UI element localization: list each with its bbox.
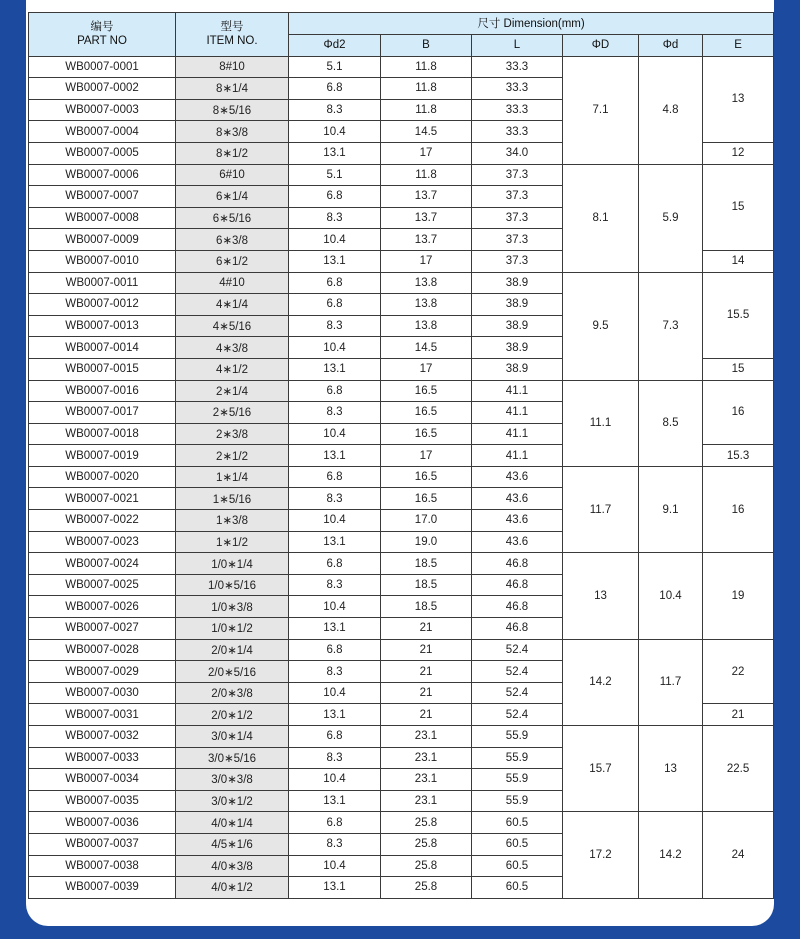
part-no-cell: WB0007-0016 xyxy=(29,380,176,402)
part-no-cell: WB0007-0017 xyxy=(29,402,176,424)
l-cell: 60.5 xyxy=(472,877,563,899)
l-cell: 38.9 xyxy=(472,337,563,359)
l-cell: 52.4 xyxy=(472,639,563,661)
header-col-b: B xyxy=(381,34,472,56)
item-no-cell: 4/0∗1/4 xyxy=(176,812,289,834)
b-cell: 16.5 xyxy=(381,466,472,488)
l-cell: 55.9 xyxy=(472,769,563,791)
d2-cell: 8.3 xyxy=(289,747,381,769)
part-no-cell: WB0007-0022 xyxy=(29,510,176,532)
part-no-cell: WB0007-0011 xyxy=(29,272,176,294)
d2-cell: 10.4 xyxy=(289,423,381,445)
table-row xyxy=(29,56,774,78)
part-no-cell: WB0007-0027 xyxy=(29,618,176,640)
e-cell: 22 xyxy=(703,639,774,704)
d2-cell: 13.1 xyxy=(289,531,381,553)
d2-cell: 10.4 xyxy=(289,229,381,251)
part-no-cell: WB0007-0032 xyxy=(29,726,176,748)
d2-cell: 10.4 xyxy=(289,510,381,532)
l-cell: 38.9 xyxy=(472,315,563,337)
l-cell: 43.6 xyxy=(472,510,563,532)
b-cell: 25.8 xyxy=(381,877,472,899)
b-cell: 11.8 xyxy=(381,78,472,100)
inner-diameter-cell: 14.2 xyxy=(639,812,703,898)
inner-diameter-cell: 9.1 xyxy=(639,466,703,552)
item-no-cell: 4∗5/16 xyxy=(176,315,289,337)
e-cell: 24 xyxy=(703,812,774,898)
l-cell: 52.4 xyxy=(472,661,563,683)
part-no-cell: WB0007-0020 xyxy=(29,466,176,488)
d2-cell: 13.1 xyxy=(289,790,381,812)
d2-cell: 8.3 xyxy=(289,488,381,510)
outer-diameter-cell: 17.2 xyxy=(563,812,639,898)
part-no-cell: WB0007-0005 xyxy=(29,142,176,164)
part-no-cell: WB0007-0038 xyxy=(29,855,176,877)
part-no-cell: WB0007-0007 xyxy=(29,186,176,208)
header-part-no-cn: 编号 xyxy=(90,21,114,34)
d2-cell: 8.3 xyxy=(289,315,381,337)
item-no-cell: 3/0∗1/2 xyxy=(176,790,289,812)
outer-diameter-cell: 15.7 xyxy=(563,726,639,812)
dimension-table xyxy=(28,12,774,899)
d2-cell: 13.1 xyxy=(289,618,381,640)
item-no-cell: 3/0∗5/16 xyxy=(176,747,289,769)
l-cell: 60.5 xyxy=(472,855,563,877)
d2-cell: 6.8 xyxy=(289,812,381,834)
item-no-cell: 1∗5/16 xyxy=(176,488,289,510)
item-no-cell: 2/0∗3/8 xyxy=(176,682,289,704)
b-cell: 21 xyxy=(381,661,472,683)
header-col-l: L xyxy=(472,34,563,56)
item-no-cell: 6#10 xyxy=(176,164,289,186)
outer-diameter-cell: 7.1 xyxy=(563,56,639,164)
l-cell: 33.3 xyxy=(472,56,563,78)
part-no-cell: WB0007-0029 xyxy=(29,661,176,683)
outer-diameter-cell: 11.1 xyxy=(563,380,639,466)
item-no-cell: 4#10 xyxy=(176,272,289,294)
part-no-cell: WB0007-0031 xyxy=(29,704,176,726)
b-cell: 23.1 xyxy=(381,747,472,769)
b-cell: 11.8 xyxy=(381,99,472,121)
b-cell: 13.7 xyxy=(381,186,472,208)
b-cell: 17 xyxy=(381,445,472,467)
part-no-cell: WB0007-0037 xyxy=(29,833,176,855)
d2-cell: 6.8 xyxy=(289,78,381,100)
d2-cell: 6.8 xyxy=(289,639,381,661)
item-no-cell: 2/0∗1/2 xyxy=(176,704,289,726)
l-cell: 33.3 xyxy=(472,99,563,121)
item-no-cell: 6∗1/2 xyxy=(176,250,289,272)
b-cell: 17.0 xyxy=(381,510,472,532)
d2-cell: 13.1 xyxy=(289,445,381,467)
header-part-no-en: PART NO xyxy=(77,35,127,48)
part-no-cell: WB0007-0026 xyxy=(29,596,176,618)
inner-diameter-cell: 11.7 xyxy=(639,639,703,725)
b-cell: 11.8 xyxy=(381,164,472,186)
b-cell: 25.8 xyxy=(381,812,472,834)
part-no-cell: WB0007-0021 xyxy=(29,488,176,510)
e-cell: 15 xyxy=(703,164,774,250)
item-no-cell: 6∗3/8 xyxy=(176,229,289,251)
l-cell: 37.3 xyxy=(472,186,563,208)
part-no-cell: WB0007-0012 xyxy=(29,294,176,316)
table-row xyxy=(29,812,774,834)
l-cell: 41.1 xyxy=(472,445,563,467)
header-item-no-en: ITEM NO. xyxy=(206,35,258,48)
b-cell: 14.5 xyxy=(381,337,472,359)
b-cell: 17 xyxy=(381,358,472,380)
part-no-cell: WB0007-0006 xyxy=(29,164,176,186)
l-cell: 41.1 xyxy=(472,380,563,402)
d2-cell: 10.4 xyxy=(289,596,381,618)
b-cell: 21 xyxy=(381,682,472,704)
inner-diameter-cell: 7.3 xyxy=(639,272,703,380)
inner-diameter-cell: 8.5 xyxy=(639,380,703,466)
item-no-cell: 6∗1/4 xyxy=(176,186,289,208)
b-cell: 14.5 xyxy=(381,121,472,143)
part-no-cell: WB0007-0014 xyxy=(29,337,176,359)
d2-cell: 6.8 xyxy=(289,380,381,402)
e-cell: 16 xyxy=(703,466,774,552)
l-cell: 38.9 xyxy=(472,294,563,316)
inner-diameter-cell: 13 xyxy=(639,726,703,812)
table-row xyxy=(29,272,774,294)
l-cell: 46.8 xyxy=(472,596,563,618)
item-no-cell: 8#10 xyxy=(176,56,289,78)
outer-diameter-cell: 14.2 xyxy=(563,639,639,725)
header-part-no xyxy=(29,13,176,57)
outer-diameter-cell: 8.1 xyxy=(563,164,639,272)
l-cell: 37.3 xyxy=(472,207,563,229)
l-cell: 60.5 xyxy=(472,833,563,855)
inner-diameter-cell: 10.4 xyxy=(639,553,703,639)
item-no-cell: 1∗1/2 xyxy=(176,531,289,553)
e-cell: 15 xyxy=(703,358,774,380)
d2-cell: 6.8 xyxy=(289,186,381,208)
part-no-cell: WB0007-0028 xyxy=(29,639,176,661)
l-cell: 46.8 xyxy=(472,553,563,575)
table-body xyxy=(29,56,774,898)
l-cell: 43.6 xyxy=(472,488,563,510)
item-no-cell: 4/0∗1/2 xyxy=(176,877,289,899)
item-no-cell: 1∗3/8 xyxy=(176,510,289,532)
part-no-cell: WB0007-0001 xyxy=(29,56,176,78)
d2-cell: 8.3 xyxy=(289,99,381,121)
item-no-cell: 3/0∗3/8 xyxy=(176,769,289,791)
d2-cell: 6.8 xyxy=(289,726,381,748)
table-row xyxy=(29,466,774,488)
b-cell: 13.7 xyxy=(381,207,472,229)
part-no-cell: WB0007-0019 xyxy=(29,445,176,467)
b-cell: 16.5 xyxy=(381,380,472,402)
e-cell: 14 xyxy=(703,250,774,272)
inner-diameter-cell: 4.8 xyxy=(639,56,703,164)
b-cell: 25.8 xyxy=(381,855,472,877)
part-no-cell: WB0007-0002 xyxy=(29,78,176,100)
part-no-cell: WB0007-0008 xyxy=(29,207,176,229)
b-cell: 13.8 xyxy=(381,272,472,294)
l-cell: 43.6 xyxy=(472,466,563,488)
header-col-e: E xyxy=(703,34,774,56)
l-cell: 37.3 xyxy=(472,250,563,272)
part-no-cell: WB0007-0034 xyxy=(29,769,176,791)
d2-cell: 10.4 xyxy=(289,855,381,877)
d2-cell: 5.1 xyxy=(289,56,381,78)
item-no-cell: 2/0∗1/4 xyxy=(176,639,289,661)
l-cell: 33.3 xyxy=(472,121,563,143)
b-cell: 17 xyxy=(381,250,472,272)
item-no-cell: 8∗5/16 xyxy=(176,99,289,121)
l-cell: 55.9 xyxy=(472,747,563,769)
item-no-cell: 8∗1/2 xyxy=(176,142,289,164)
l-cell: 46.8 xyxy=(472,618,563,640)
table-row xyxy=(29,553,774,575)
d2-cell: 10.4 xyxy=(289,121,381,143)
item-no-cell: 8∗1/4 xyxy=(176,78,289,100)
part-no-cell: WB0007-0030 xyxy=(29,682,176,704)
e-cell: 15.5 xyxy=(703,272,774,358)
d2-cell: 6.8 xyxy=(289,553,381,575)
item-no-cell: 8∗3/8 xyxy=(176,121,289,143)
inner-diameter-cell: 5.9 xyxy=(639,164,703,272)
b-cell: 23.1 xyxy=(381,790,472,812)
b-cell: 13.7 xyxy=(381,229,472,251)
l-cell: 41.1 xyxy=(472,423,563,445)
b-cell: 11.8 xyxy=(381,56,472,78)
b-cell: 16.5 xyxy=(381,488,472,510)
d2-cell: 6.8 xyxy=(289,294,381,316)
d2-cell: 8.3 xyxy=(289,661,381,683)
item-no-cell: 1/0∗5/16 xyxy=(176,574,289,596)
part-no-cell: WB0007-0013 xyxy=(29,315,176,337)
d2-cell: 10.4 xyxy=(289,682,381,704)
d2-cell: 10.4 xyxy=(289,769,381,791)
l-cell: 38.9 xyxy=(472,272,563,294)
e-cell: 13 xyxy=(703,56,774,142)
item-no-cell: 2∗3/8 xyxy=(176,423,289,445)
b-cell: 18.5 xyxy=(381,553,472,575)
header-item-no xyxy=(176,13,289,57)
outer-diameter-cell: 13 xyxy=(563,553,639,639)
l-cell: 52.4 xyxy=(472,704,563,726)
header-col-D: ΦD xyxy=(563,34,639,56)
header-item-no-cn: 型号 xyxy=(220,21,244,34)
part-no-cell: WB0007-0018 xyxy=(29,423,176,445)
header-dimension: 尺寸 Dimension(mm) xyxy=(289,13,774,35)
part-no-cell: WB0007-0010 xyxy=(29,250,176,272)
item-no-cell: 2∗5/16 xyxy=(176,402,289,424)
l-cell: 37.3 xyxy=(472,164,563,186)
table-row xyxy=(29,164,774,186)
b-cell: 13.8 xyxy=(381,315,472,337)
e-cell: 19 xyxy=(703,553,774,639)
item-no-cell: 1/0∗3/8 xyxy=(176,596,289,618)
part-no-cell: WB0007-0035 xyxy=(29,790,176,812)
table-row xyxy=(29,380,774,402)
d2-cell: 8.3 xyxy=(289,574,381,596)
d2-cell: 13.1 xyxy=(289,142,381,164)
l-cell: 34.0 xyxy=(472,142,563,164)
d2-cell: 13.1 xyxy=(289,358,381,380)
l-cell: 41.1 xyxy=(472,402,563,424)
outer-diameter-cell: 9.5 xyxy=(563,272,639,380)
item-no-cell: 4/5∗1/6 xyxy=(176,833,289,855)
b-cell: 18.5 xyxy=(381,596,472,618)
l-cell: 60.5 xyxy=(472,812,563,834)
d2-cell: 13.1 xyxy=(289,250,381,272)
d2-cell: 5.1 xyxy=(289,164,381,186)
part-no-cell: WB0007-0036 xyxy=(29,812,176,834)
d2-cell: 10.4 xyxy=(289,337,381,359)
d2-cell: 8.3 xyxy=(289,402,381,424)
l-cell: 55.9 xyxy=(472,790,563,812)
l-cell: 55.9 xyxy=(472,726,563,748)
b-cell: 23.1 xyxy=(381,769,472,791)
item-no-cell: 4/0∗3/8 xyxy=(176,855,289,877)
b-cell: 19.0 xyxy=(381,531,472,553)
part-no-cell: WB0007-0023 xyxy=(29,531,176,553)
outer-diameter-cell: 11.7 xyxy=(563,466,639,552)
part-no-cell: WB0007-0015 xyxy=(29,358,176,380)
item-no-cell: 2∗1/4 xyxy=(176,380,289,402)
item-no-cell: 2/0∗5/16 xyxy=(176,661,289,683)
item-no-cell: 4∗1/4 xyxy=(176,294,289,316)
part-no-cell: WB0007-0025 xyxy=(29,574,176,596)
e-cell: 22.5 xyxy=(703,726,774,812)
d2-cell: 6.8 xyxy=(289,466,381,488)
b-cell: 16.5 xyxy=(381,423,472,445)
e-cell: 12 xyxy=(703,142,774,164)
b-cell: 13.8 xyxy=(381,294,472,316)
part-no-cell: WB0007-0024 xyxy=(29,553,176,575)
part-no-cell: WB0007-0009 xyxy=(29,229,176,251)
header-col-d: Φd xyxy=(639,34,703,56)
b-cell: 17 xyxy=(381,142,472,164)
item-no-cell: 1/0∗1/2 xyxy=(176,618,289,640)
d2-cell: 8.3 xyxy=(289,833,381,855)
part-no-cell: WB0007-0033 xyxy=(29,747,176,769)
item-no-cell: 6∗5/16 xyxy=(176,207,289,229)
part-no-cell: WB0007-0004 xyxy=(29,121,176,143)
b-cell: 23.1 xyxy=(381,726,472,748)
b-cell: 18.5 xyxy=(381,574,472,596)
item-no-cell: 1∗1/4 xyxy=(176,466,289,488)
item-no-cell: 4∗3/8 xyxy=(176,337,289,359)
table-row xyxy=(29,726,774,748)
item-no-cell: 2∗1/2 xyxy=(176,445,289,467)
l-cell: 46.8 xyxy=(472,574,563,596)
b-cell: 25.8 xyxy=(381,833,472,855)
item-no-cell: 4∗1/2 xyxy=(176,358,289,380)
l-cell: 52.4 xyxy=(472,682,563,704)
l-cell: 33.3 xyxy=(472,78,563,100)
l-cell: 37.3 xyxy=(472,229,563,251)
b-cell: 21 xyxy=(381,618,472,640)
e-cell: 15.3 xyxy=(703,445,774,467)
d2-cell: 13.1 xyxy=(289,877,381,899)
e-cell: 21 xyxy=(703,704,774,726)
d2-cell: 6.8 xyxy=(289,272,381,294)
d2-cell: 13.1 xyxy=(289,704,381,726)
l-cell: 38.9 xyxy=(472,358,563,380)
d2-cell: 8.3 xyxy=(289,207,381,229)
item-no-cell: 1/0∗1/4 xyxy=(176,553,289,575)
b-cell: 21 xyxy=(381,639,472,661)
item-no-cell: 3/0∗1/4 xyxy=(176,726,289,748)
part-no-cell: WB0007-0003 xyxy=(29,99,176,121)
header-col-d2: Φd2 xyxy=(289,34,381,56)
l-cell: 43.6 xyxy=(472,531,563,553)
part-no-cell: WB0007-0039 xyxy=(29,877,176,899)
table-row xyxy=(29,639,774,661)
b-cell: 21 xyxy=(381,704,472,726)
b-cell: 16.5 xyxy=(381,402,472,424)
e-cell: 16 xyxy=(703,380,774,445)
